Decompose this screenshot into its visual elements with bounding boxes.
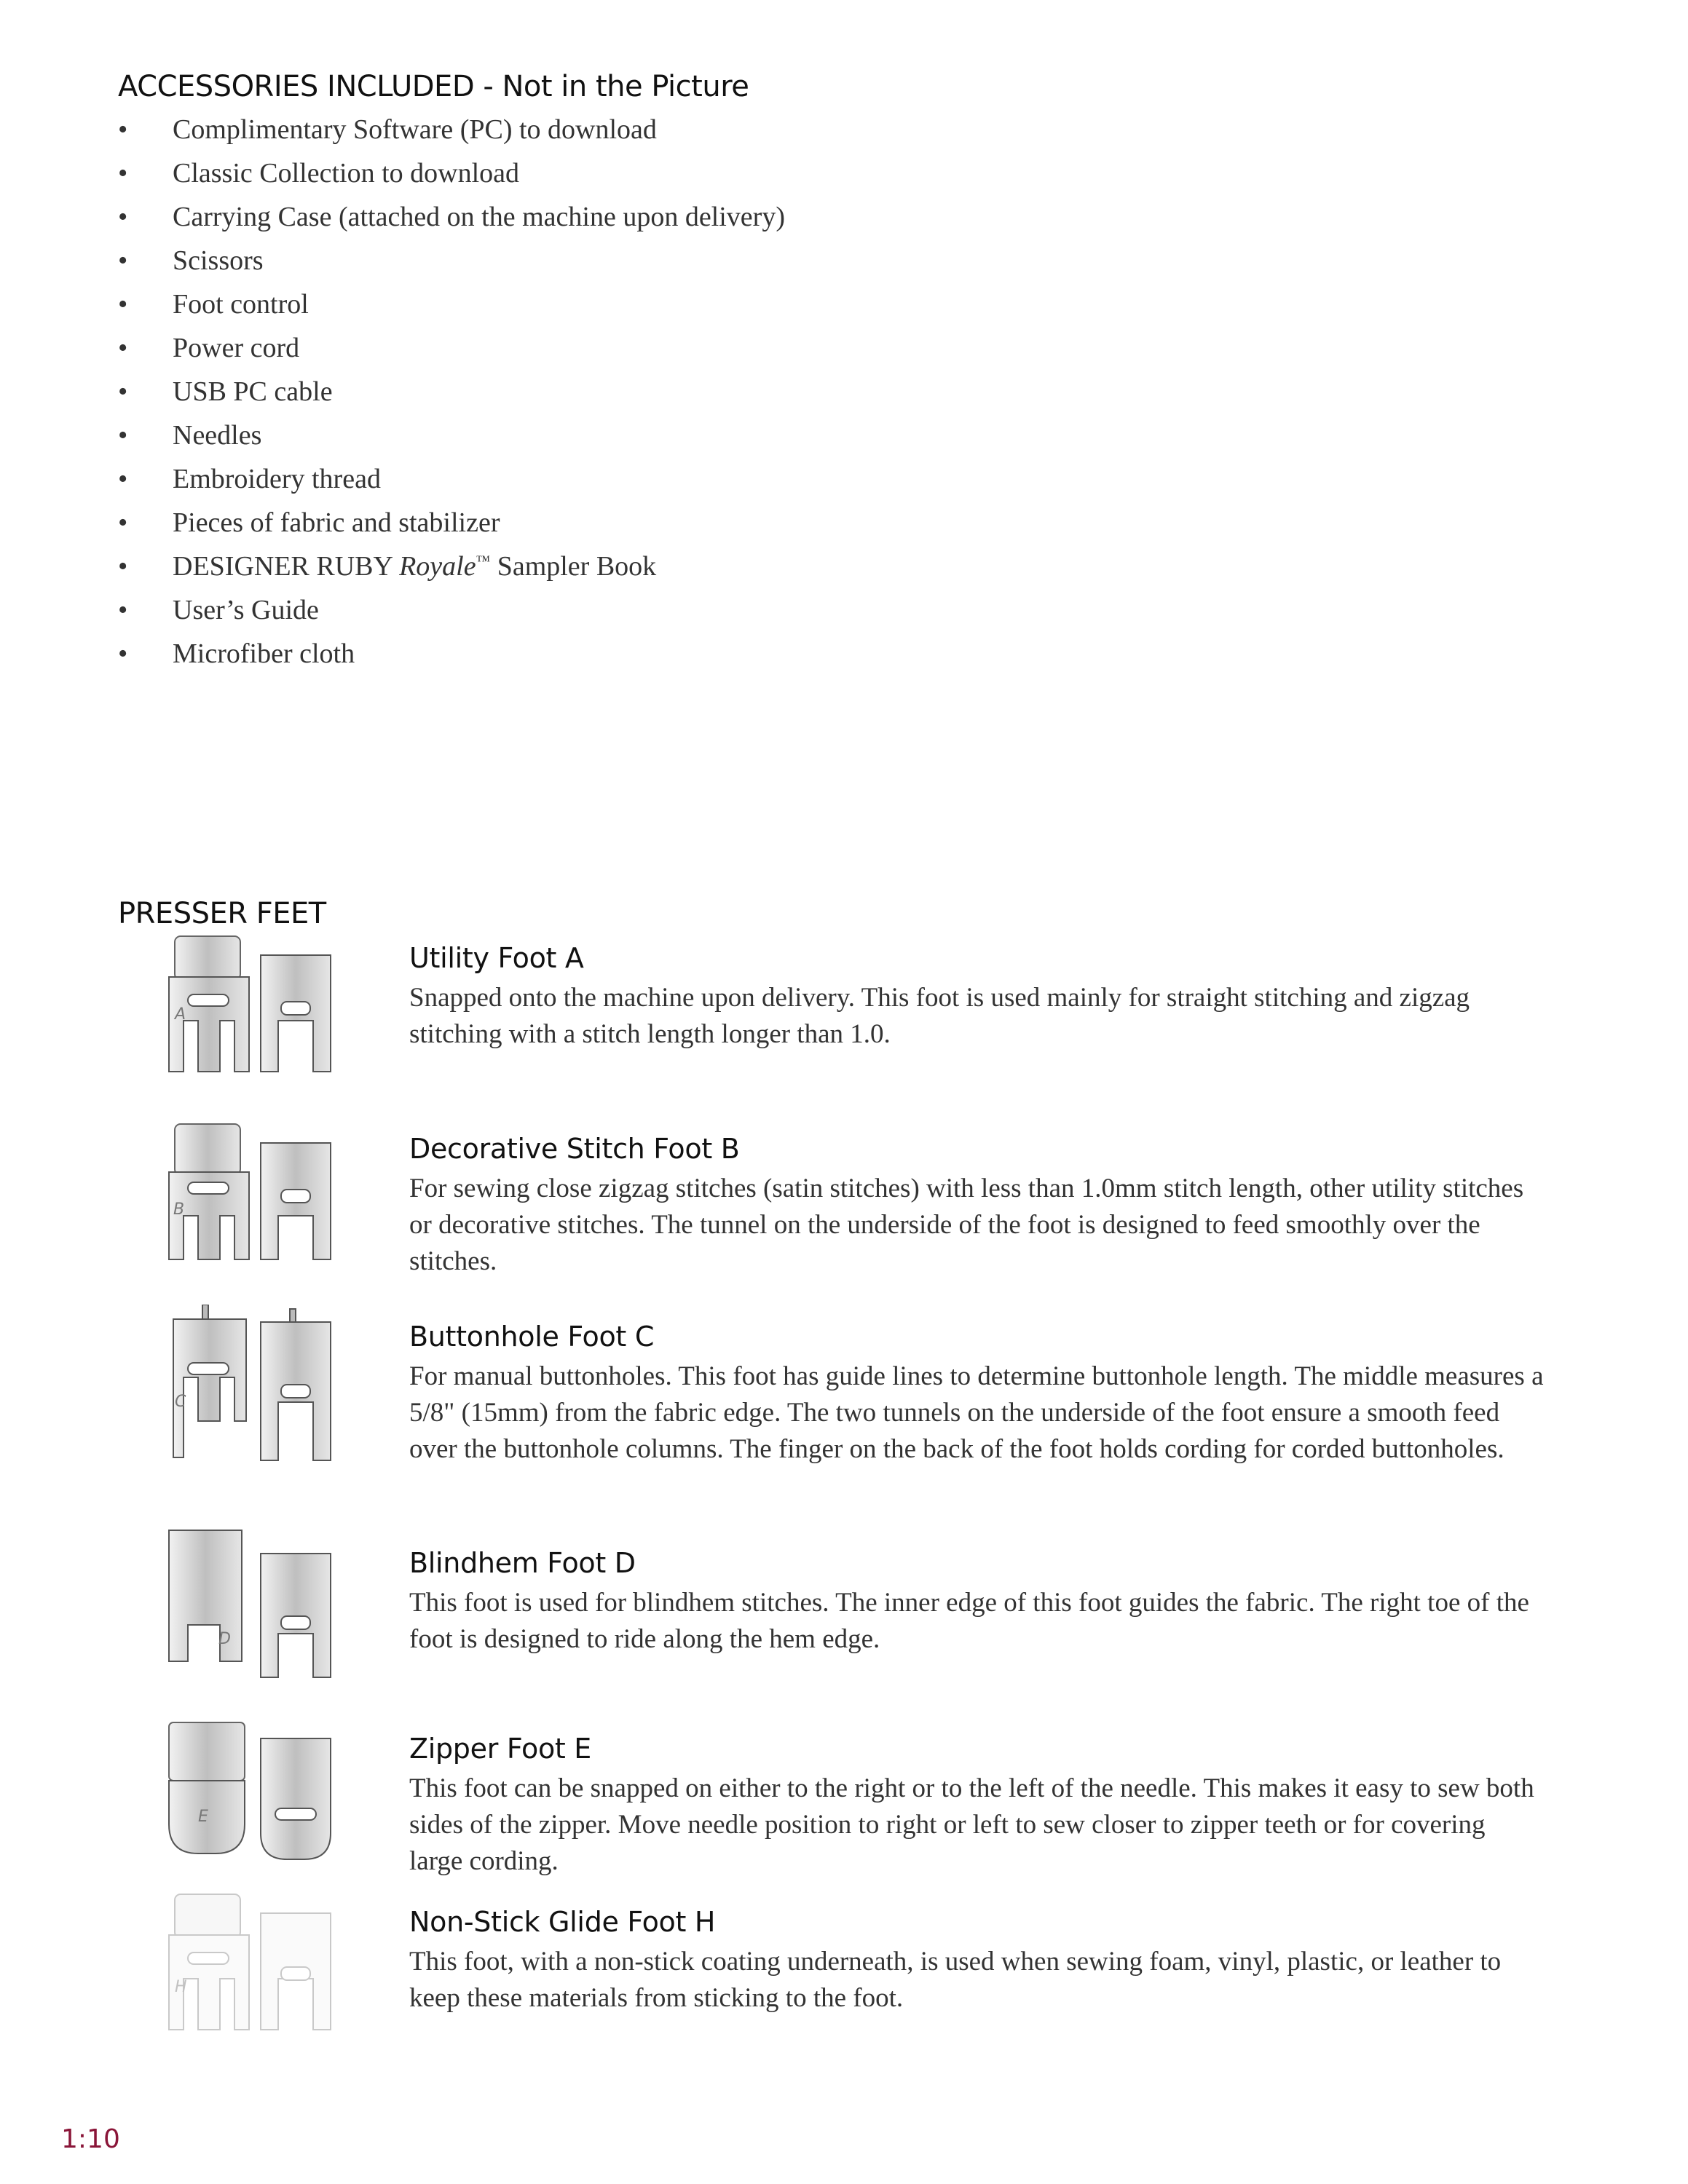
bullet: •	[118, 376, 128, 407]
foot-description: This foot, with a non-stick coating underneath, is used when sewing foam, vinyl, plastic, or leather to keep these materials from sticking to the foot.	[409, 1947, 1502, 2013]
list-item	[118, 195, 785, 239]
list-item	[118, 151, 785, 195]
trademark-symbol: ™	[476, 553, 491, 569]
list-item-text: Pieces of fabric and stabilizer	[173, 507, 500, 538]
list-item-text: Classic Collection to download	[173, 158, 520, 189]
foot-letter: A	[175, 1005, 186, 1024]
product-name-italic: Royale	[399, 551, 476, 582]
foot-entry-blindhem-d	[409, 1544, 1545, 1658]
foot-entry-non-stick-glide-h	[409, 1903, 1545, 2017]
foot-letter: B	[173, 1200, 185, 1219]
foot-entry-utility-a	[409, 939, 1545, 1053]
list-item	[118, 501, 785, 545]
bullet: •	[118, 158, 128, 189]
foot-title: Non-Stick Glide Foot H	[409, 1906, 716, 1938]
foot-entry-decorative-stitch-b	[409, 1130, 1545, 1280]
non-stick-glide-foot-h-illustration	[166, 1891, 341, 2037]
bullet: •	[118, 420, 128, 451]
foot-letter: D	[218, 1630, 231, 1648]
list-item	[118, 326, 785, 370]
foot-title: Utility Foot A	[409, 942, 584, 974]
list-item	[118, 545, 785, 588]
foot-side-view	[261, 1738, 331, 1859]
foot-side-view	[261, 1913, 331, 2030]
buttonhole-foot-c-illustration	[166, 1305, 341, 1465]
accessories-heading: ACCESSORIES INCLUDED - Not in the Picture	[118, 70, 749, 103]
list-item	[118, 588, 785, 632]
foot-side-view	[261, 1309, 331, 1460]
list-item-text: Power cord	[173, 333, 300, 363]
blindhem-foot-d-illustration	[166, 1527, 341, 1680]
list-item-text: Scissors	[173, 245, 264, 276]
list-item	[118, 370, 785, 414]
foot-description: For sewing close zigzag stitches (satin stitches) with less than 1.0mm stitch length, other utility stitches or decorative stitches. The tunnel on the underside of the foot is designed to feed smoothly over the stitches.	[409, 1174, 1524, 1276]
foot-entry-buttonhole-c	[409, 1318, 1545, 1468]
bullet: •	[118, 551, 128, 582]
foot-letter: E	[198, 1808, 208, 1826]
bullet: •	[118, 507, 128, 538]
bullet: •	[118, 638, 128, 669]
utility-foot-a-illustration	[166, 933, 341, 1079]
list-item	[118, 282, 785, 326]
bullet: •	[118, 333, 128, 363]
list-item-text: Embroidery thread	[173, 464, 381, 494]
foot-top-view	[169, 936, 249, 1072]
foot-title: Blindhem Foot D	[409, 1547, 636, 1579]
foot-top-view	[169, 1124, 249, 1259]
bullet: •	[118, 114, 128, 145]
foot-description: This foot is used for blindhem stitches. The inner edge of this foot guides the fabric. The right toe of the foot is designed to ride along the hem edge.	[409, 1588, 1529, 1654]
list-item-text: Needles	[173, 420, 262, 451]
bullet: •	[118, 289, 128, 320]
page-number: 1:10	[61, 2124, 120, 2154]
list-item	[118, 457, 785, 501]
foot-letter: H	[175, 1978, 187, 1996]
list-item	[118, 108, 785, 151]
foot-title: Buttonhole Foot C	[409, 1321, 655, 1353]
foot-top-view	[169, 1894, 249, 2030]
product-name: DESIGNER RUBY	[173, 551, 400, 582]
foot-description: For manual buttonholes. This foot has guide lines to determine buttonhole length. The middle measures a 5/8" (15mm) from the fabric edge. The two tunnels on the underside of the foot ensure a smooth feed over the buttonhole columns. The finger on the back of the foot holds cording for corded buttonholes.	[409, 1361, 1544, 1464]
foot-description: This foot can be snapped on either to the right or to the left of the needle. This makes it easy to sew both sides of the zipper. Move needle position to right or left to sew closer to zipper teeth or for covering large cording.	[409, 1773, 1534, 1876]
list-item-text: User’s Guide	[173, 595, 319, 625]
list-item	[118, 632, 785, 676]
bullet: •	[118, 464, 128, 494]
foot-description: Snapped onto the machine upon delivery. This foot is used mainly for straight stitching and zigzag stitching with a stitch length longer than 1.0.	[409, 983, 1470, 1049]
list-item-text: Foot control	[173, 289, 309, 320]
list-item-text: Carrying Case (attached on the machine upon delivery)	[173, 202, 785, 232]
foot-top-view	[169, 1722, 245, 1853]
list-item-text: USB PC cable	[173, 376, 333, 407]
decorative-stitch-foot-b-illustration	[166, 1121, 341, 1267]
list-item	[118, 414, 785, 457]
foot-top-view	[169, 1530, 242, 1661]
bullet: •	[118, 202, 128, 232]
zipper-foot-e-illustration	[166, 1720, 341, 1865]
foot-top-view	[173, 1305, 246, 1457]
presser-feet-heading: PRESSER FEET	[118, 897, 326, 930]
list-item	[118, 239, 785, 282]
list-item-text: Complimentary Software (PC) to download	[173, 114, 657, 145]
foot-letter: C	[175, 1393, 186, 1411]
foot-title: Zipper Foot E	[409, 1733, 592, 1765]
foot-side-view	[261, 1554, 331, 1677]
bullet: •	[118, 595, 128, 625]
accessories-list	[118, 108, 785, 676]
foot-side-view	[261, 955, 331, 1072]
list-item-text: Microfiber cloth	[173, 638, 355, 669]
foot-side-view	[261, 1143, 331, 1259]
bullet: •	[118, 245, 128, 276]
foot-title: Decorative Stitch Foot B	[409, 1133, 740, 1165]
foot-entry-zipper-e	[409, 1730, 1545, 1880]
product-name-suffix: Sampler Book	[490, 551, 657, 582]
list-item-text	[173, 551, 656, 582]
